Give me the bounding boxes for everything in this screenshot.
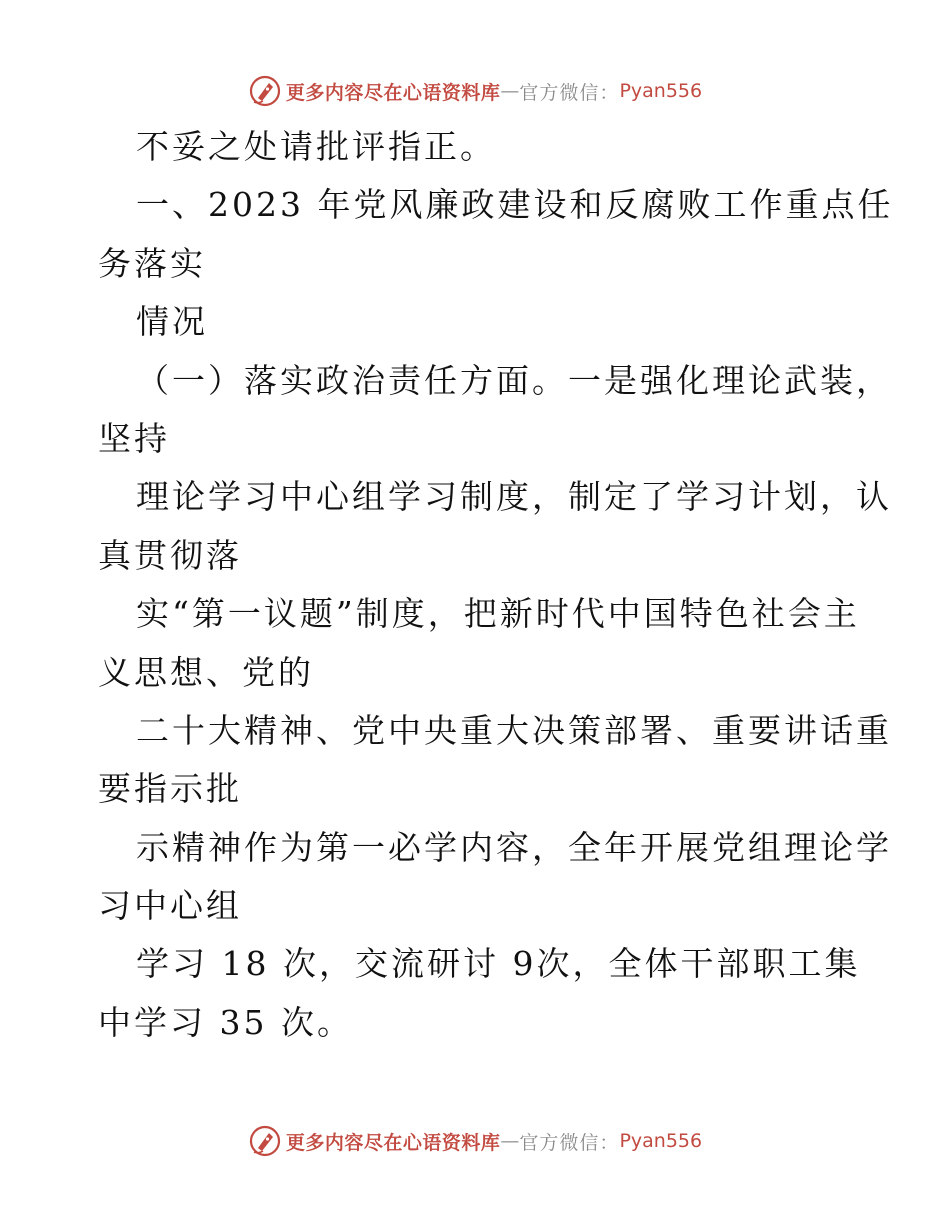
text-line: 二十大精神、党中央重大决策部署、重要讲话重 <box>136 710 892 750</box>
pen-nib-logo-icon <box>248 1124 282 1158</box>
text-line: 实“第一议题”制度，把新时代中国特色社会主 <box>136 594 860 634</box>
text-line: 要指示批 <box>98 769 242 809</box>
text-line: 不妥之处请批评指正。 <box>136 127 496 166</box>
header-watermark <box>0 71 950 111</box>
watermark-wechat-id: Pyan556 <box>619 80 703 102</box>
section-heading-cont: 务落实 <box>98 243 206 283</box>
watermark-wechat-label: 官方微信： <box>519 81 620 104</box>
footer-watermark <box>0 1121 950 1161</box>
watermark-wechat-id: Pyan556 <box>619 1130 703 1152</box>
watermark-wechat-label: 官方微信： <box>519 1131 620 1154</box>
text-line: 中学习 35 次。 <box>98 1002 353 1042</box>
text-line: 真贯彻落 <box>98 535 242 575</box>
watermark-text: 更多内容尽在心语资料库 <box>285 1131 501 1154</box>
watermark-dash: — <box>500 80 520 102</box>
watermark-text: 更多内容尽在心语资料库 <box>285 81 501 104</box>
text-line: 理论学习中心组学习制度，制定了学习计划，认 <box>136 477 892 517</box>
text-line: 义思想、党的 <box>98 652 314 692</box>
text-line: 习中心组 <box>98 886 242 926</box>
section-heading-cont: 情况 <box>136 302 208 342</box>
text-line: 坚持 <box>98 418 170 458</box>
watermark-dash: — <box>500 1130 520 1152</box>
text-line: 学习 18 次，交流研讨 9次，全体干部职工集 <box>136 944 861 984</box>
text-line: （一）落实政治责任方面。一是强化理论武装， <box>136 360 892 400</box>
pen-nib-logo-icon <box>248 74 282 108</box>
document-body <box>98 118 894 1052</box>
text-line: 示精神作为第一必学内容，全年开展党组理论学 <box>136 827 892 867</box>
section-heading: 一、2023 年党风廉政建设和反腐败工作重点任 <box>136 185 894 225</box>
